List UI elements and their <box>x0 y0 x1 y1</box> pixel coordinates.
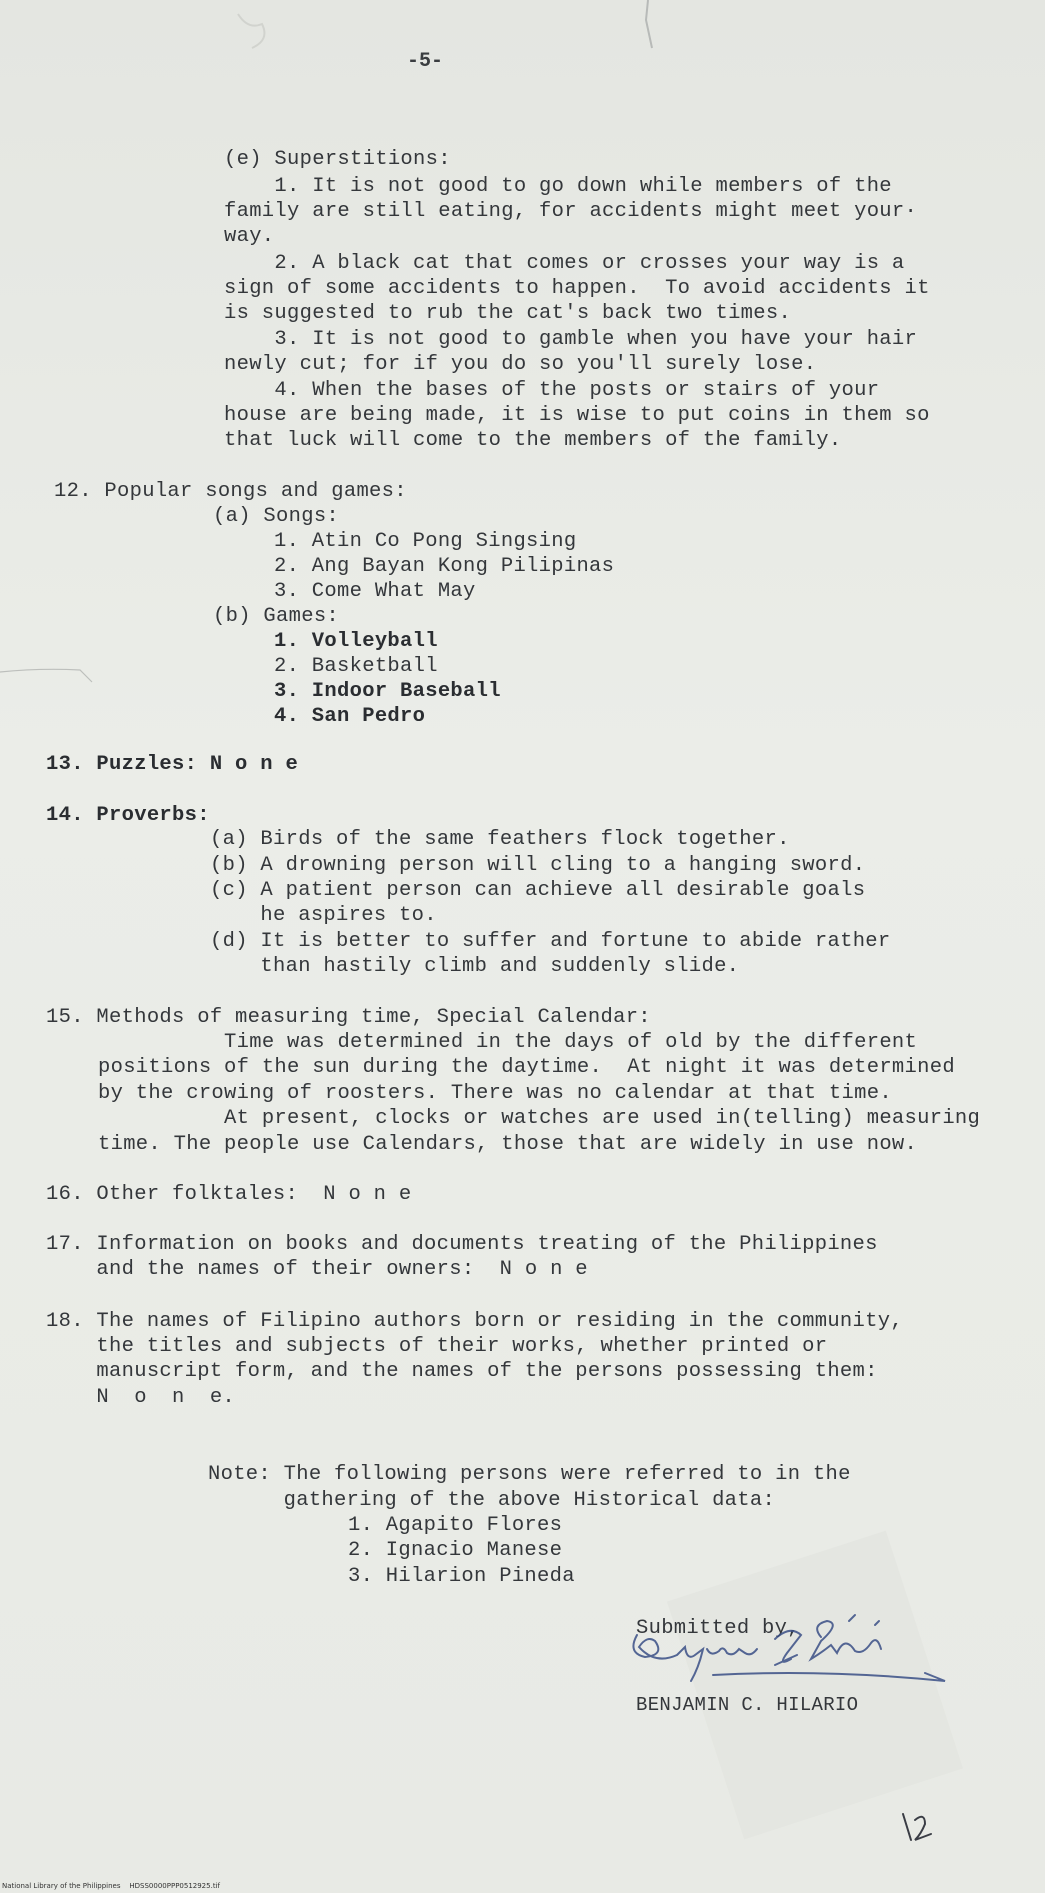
section-e-line: 3. It is not good to gamble when you have your hair <box>224 328 918 351</box>
game-item: 3. Indoor Baseball <box>274 680 501 703</box>
game-item: 1. Volleyball <box>274 630 438 653</box>
proverb-line: than hastily climb and suddenly slide. <box>210 955 740 978</box>
section-18-line: the titles and subjects of their works, whether printed or <box>46 1335 828 1358</box>
signature-image <box>625 1595 955 1690</box>
section-15-line: time. The people use Calendars, those that are widely in use now. <box>98 1133 918 1156</box>
section-e-line: 2. A black cat that comes or crosses your way is a <box>224 252 905 275</box>
section-15-line: positions of the sun during the daytime. At night it was determined <box>98 1056 955 1079</box>
section-e-line: 1. It is not good to go down while members of the <box>224 175 892 198</box>
section-17-line: and the names of their owners: N o n e <box>46 1258 588 1281</box>
submitted-by-label: Submitted by, <box>636 1617 800 1640</box>
section-18-line: 18. The names of Filipino authors born or residing in the community, <box>46 1310 903 1333</box>
proverb-line: (b) A drowning person will cling to a hanging sword. <box>210 854 866 877</box>
proverb-line: (a) Birds of the same feathers flock together. <box>210 828 790 851</box>
section-14-heading: 14. Proverbs: <box>46 804 210 827</box>
section-15-heading: 15. Methods of measuring time, Special Calendar: <box>46 1006 651 1029</box>
section-15-line: At present, clocks or watches are used in(telling) measuring <box>98 1107 981 1130</box>
note-person: 2. Ignacio Manese <box>348 1539 563 1562</box>
section-12-heading: 12. Popular songs and games: <box>54 480 407 503</box>
note-line: gathering of the above Historical data: <box>208 1489 776 1512</box>
proverb-line: (d) It is better to suffer and fortune to abide rather <box>210 930 891 953</box>
section-18-line: manuscript form, and the names of the persons possessing them: <box>46 1360 878 1383</box>
section-17-line: 17. Information on books and documents treating of the Philippines <box>46 1233 878 1256</box>
songs-label: (a) Songs: <box>213 505 340 528</box>
game-item: 2. Basketball <box>274 655 438 678</box>
proverb-line: (c) A patient person can achieve all desirable goals <box>210 879 866 902</box>
section-e-line: family are still eating, for accidents might meet your· <box>224 200 918 223</box>
song-item: 1. Atin Co Pong Singsing <box>274 530 577 553</box>
note-line: Note: The following persons were referred to in the <box>208 1463 851 1486</box>
section-e-line: sign of some accidents to happen. To avoid accidents it <box>224 277 930 300</box>
section-e-heading: (e) Superstitions: <box>224 148 451 171</box>
note-person: 3. Hilarion Pineda <box>348 1565 575 1588</box>
games-label: (b) Games: <box>213 605 340 628</box>
footer-source-text: National Library of the Philippines HDSS0000PPP0512925.tif <box>2 1882 220 1890</box>
page-number: -5- <box>407 50 444 73</box>
section-18-line: N o n e. <box>46 1386 236 1409</box>
song-item: 3. Come What May <box>274 580 476 603</box>
section-e-line: that luck will come to the members of the family. <box>224 429 842 452</box>
section-15-line: Time was determined in the days of old by the different <box>98 1031 918 1054</box>
section-15-line: by the crowing of roosters. There was no calendar at that time. <box>98 1082 892 1105</box>
section-e-line: is suggested to rub the cat's back two times. <box>224 302 792 325</box>
song-item: 2. Ang Bayan Kong Pilipinas <box>274 555 615 578</box>
section-13: 13. Puzzles: N o n e <box>46 753 299 776</box>
section-e-line: house are being made, it is wise to put coins in them so <box>224 404 930 427</box>
section-16: 16. Other folktales: N o n e <box>46 1183 412 1206</box>
section-e-line: way. <box>224 225 275 248</box>
game-item: 4. San Pedro <box>274 705 426 728</box>
submitter-name: BENJAMIN C. HILARIO <box>636 1694 859 1716</box>
proverb-line: he aspires to. <box>210 904 437 927</box>
section-e-line: newly cut; for if you do so you'll surely lose. <box>224 353 817 376</box>
handwritten-page-number <box>895 1800 935 1850</box>
note-person: 1. Agapito Flores <box>348 1514 563 1537</box>
section-e-line: 4. When the bases of the posts or stairs of your <box>224 379 880 402</box>
